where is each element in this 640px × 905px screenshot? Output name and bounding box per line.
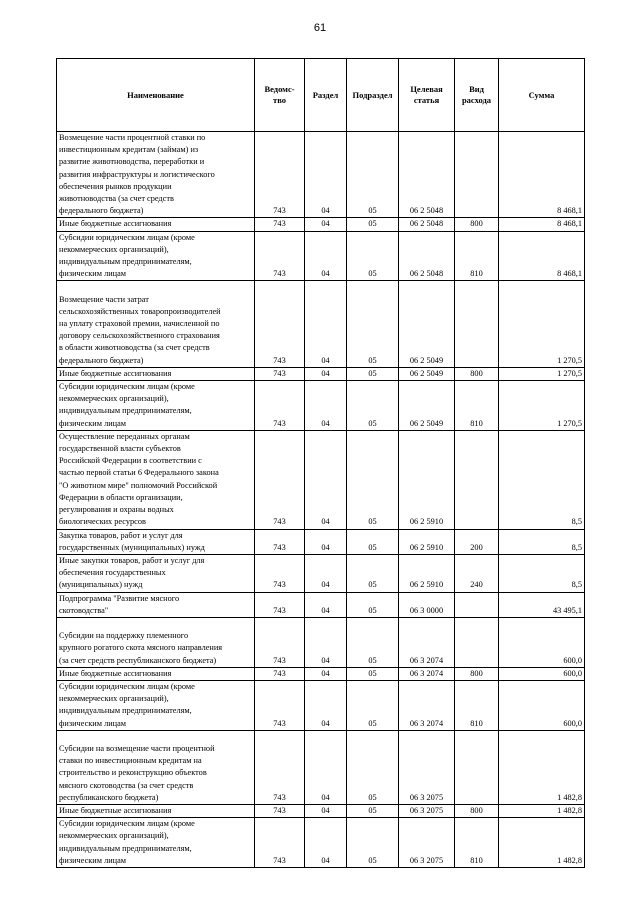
- cell-target: 06 2 5910: [399, 554, 455, 592]
- table-row: [57, 818, 585, 868]
- cell-subsection: 05: [347, 667, 399, 680]
- table-row: [57, 218, 585, 231]
- cell-sum: 600,0: [499, 680, 585, 730]
- cell-subsection: 05: [347, 680, 399, 730]
- table-row: [57, 730, 585, 804]
- table-row: [57, 667, 585, 680]
- cell-target: 06 2 5048: [399, 231, 455, 281]
- table-body: [57, 132, 585, 868]
- cell-sum: 8 468,1: [499, 132, 585, 218]
- cell-dept: 743: [255, 218, 305, 231]
- cell-sum: 600,0: [499, 617, 585, 667]
- cell-sum: 1 482,8: [499, 804, 585, 817]
- cell-sum: 1 482,8: [499, 730, 585, 804]
- cell-sum: 1 270,5: [499, 367, 585, 380]
- cell-dept: 743: [255, 231, 305, 281]
- cell-dept: 743: [255, 381, 305, 431]
- table-header-row: [57, 59, 585, 132]
- cell-section: 04: [305, 592, 347, 617]
- table-row: [57, 529, 585, 554]
- cell-type: 800: [455, 804, 499, 817]
- cell-dept: 743: [255, 667, 305, 680]
- cell-dept: 743: [255, 529, 305, 554]
- cell-subsection: 05: [347, 132, 399, 218]
- cell-dept: 743: [255, 367, 305, 380]
- cell-dept: 743: [255, 132, 305, 218]
- cell-name: Иные бюджетные ассигнования: [57, 667, 255, 680]
- cell-sum: 8,5: [499, 430, 585, 529]
- cell-type: 800: [455, 218, 499, 231]
- cell-section: 04: [305, 529, 347, 554]
- cell-target: 06 2 5049: [399, 381, 455, 431]
- cell-subsection: 05: [347, 367, 399, 380]
- table-row: [57, 554, 585, 592]
- cell-name: Иные бюджетные ассигнования: [57, 804, 255, 817]
- cell-target: 06 2 5910: [399, 430, 455, 529]
- cell-target: 06 2 5910: [399, 529, 455, 554]
- cell-section: 04: [305, 430, 347, 529]
- cell-type: 810: [455, 680, 499, 730]
- cell-name: Субсидии юридическим лицам (кроме некоммерческих организаций), индивидуальным предпринимателям, физическим лицам: [57, 818, 255, 868]
- header-target: Целевая статья: [399, 59, 455, 132]
- cell-subsection: 05: [347, 730, 399, 804]
- cell-name: Подпрограмма "Развитие мясного скотоводства": [57, 592, 255, 617]
- table-row: [57, 430, 585, 529]
- cell-section: 04: [305, 818, 347, 868]
- cell-target: 06 2 5048: [399, 132, 455, 218]
- cell-name: Иные бюджетные ассигнования: [57, 218, 255, 231]
- table-row: [57, 592, 585, 617]
- cell-dept: 743: [255, 281, 305, 367]
- cell-sum: 1 270,5: [499, 281, 585, 367]
- cell-sum: 8 468,1: [499, 218, 585, 231]
- cell-name: Возмещение части затрат сельскохозяйственных товаропроизводителей на уплату страховой премии, начисленной по договору сельскохозяйственного страхования в области животноводства (за счет средств федерального бюджета): [57, 281, 255, 367]
- cell-dept: 743: [255, 730, 305, 804]
- header-section: Раздел: [305, 59, 347, 132]
- cell-section: 04: [305, 680, 347, 730]
- cell-section: 04: [305, 667, 347, 680]
- header-dept: Ведомс- тво: [255, 59, 305, 132]
- cell-name: Возмещение части процентной ставки по инвестиционным кредитам (займам) из развитие животноводства, переработки и развития инфраструктуры и логистического обеспечения рынков продукции животноводства (за счет средств федерального бюджета): [57, 132, 255, 218]
- cell-dept: 743: [255, 617, 305, 667]
- header-subsection: Подраздел: [347, 59, 399, 132]
- cell-target: 06 3 2075: [399, 730, 455, 804]
- cell-type: [455, 617, 499, 667]
- cell-subsection: 05: [347, 218, 399, 231]
- cell-dept: 743: [255, 592, 305, 617]
- cell-name: Иные бюджетные ассигнования: [57, 367, 255, 380]
- cell-subsection: 05: [347, 381, 399, 431]
- cell-sum: 8,5: [499, 554, 585, 592]
- cell-sum: 1 270,5: [499, 381, 585, 431]
- cell-name: Субсидии юридическим лицам (кроме некоммерческих организаций), индивидуальным предпринимателям, физическим лицам: [57, 231, 255, 281]
- cell-section: 04: [305, 132, 347, 218]
- cell-subsection: 05: [347, 529, 399, 554]
- cell-name: Субсидии на возмещение части процентной ставки по инвестиционным кредитам на строительство и реконструкцию объектов мясного скотоводства (за счет средств республиканского бюджета): [57, 730, 255, 804]
- cell-dept: 743: [255, 804, 305, 817]
- cell-target: 06 3 2074: [399, 667, 455, 680]
- header-name: Наименование: [57, 59, 255, 132]
- table-row: [57, 680, 585, 730]
- cell-section: 04: [305, 381, 347, 431]
- cell-sum: 600,0: [499, 667, 585, 680]
- cell-subsection: 05: [347, 617, 399, 667]
- page-number: 61: [313, 22, 327, 34]
- cell-target: 06 2 5048: [399, 218, 455, 231]
- table-row: [57, 804, 585, 817]
- cell-name: Субсидии юридическим лицам (кроме некоммерческих организаций), индивидуальным предпринимателям, физическим лицам: [57, 680, 255, 730]
- cell-target: 06 3 0000: [399, 592, 455, 617]
- table-row: [57, 231, 585, 281]
- cell-target: 06 3 2074: [399, 617, 455, 667]
- table-row: [57, 367, 585, 380]
- cell-sum: 1 482,8: [499, 818, 585, 868]
- cell-target: 06 3 2074: [399, 680, 455, 730]
- cell-type: 800: [455, 667, 499, 680]
- cell-target: 06 3 2075: [399, 818, 455, 868]
- cell-type: [455, 281, 499, 367]
- cell-dept: 743: [255, 554, 305, 592]
- cell-section: 04: [305, 281, 347, 367]
- table-row: [57, 381, 585, 431]
- cell-section: 04: [305, 231, 347, 281]
- cell-target: 06 2 5049: [399, 367, 455, 380]
- header-sum: Сумма: [499, 59, 585, 132]
- cell-type: 200: [455, 529, 499, 554]
- table-row: [57, 132, 585, 218]
- cell-type: [455, 430, 499, 529]
- cell-subsection: 05: [347, 804, 399, 817]
- cell-type: 810: [455, 818, 499, 868]
- cell-name: Субсидии на поддержку племенного крупного рогатого скота мясного направления (за счет средств республиканского бюджета): [57, 617, 255, 667]
- cell-type: [455, 730, 499, 804]
- cell-subsection: 05: [347, 592, 399, 617]
- cell-target: 06 2 5049: [399, 281, 455, 367]
- cell-subsection: 05: [347, 281, 399, 367]
- cell-subsection: 05: [347, 231, 399, 281]
- cell-name: Иные закупки товаров, работ и услуг для обеспечения государственных (муниципальных) нужд: [57, 554, 255, 592]
- cell-type: 800: [455, 367, 499, 380]
- cell-subsection: 05: [347, 818, 399, 868]
- cell-name: Закупка товаров, работ и услуг для государственных (муниципальных) нужд: [57, 529, 255, 554]
- cell-section: 04: [305, 804, 347, 817]
- cell-section: 04: [305, 617, 347, 667]
- cell-name: Осуществление переданных органам государственной власти субъектов Российской Федерации в соответствии с частью первой статьи 6 Федерального закона "О животном мире" полномочий Российской Федерации в области организации, регулирования и охраны водных биологических ресурсов: [57, 430, 255, 529]
- cell-section: 04: [305, 730, 347, 804]
- cell-type: 240: [455, 554, 499, 592]
- cell-type: [455, 132, 499, 218]
- cell-dept: 743: [255, 818, 305, 868]
- cell-type: 810: [455, 231, 499, 281]
- table-row: [57, 281, 585, 367]
- cell-section: 04: [305, 554, 347, 592]
- cell-sum: 43 495,1: [499, 592, 585, 617]
- cell-section: 04: [305, 367, 347, 380]
- cell-subsection: 05: [347, 554, 399, 592]
- table-row: [57, 617, 585, 667]
- cell-dept: 743: [255, 680, 305, 730]
- cell-sum: 8 468,1: [499, 231, 585, 281]
- budget-table: [56, 58, 585, 868]
- cell-dept: 743: [255, 430, 305, 529]
- cell-type: 810: [455, 381, 499, 431]
- header-type: Вид расхода: [455, 59, 499, 132]
- cell-name: Субсидии юридическим лицам (кроме некоммерческих организаций), индивидуальным предпринимателям, физическим лицам: [57, 381, 255, 431]
- cell-sum: 8,5: [499, 529, 585, 554]
- cell-target: 06 3 2075: [399, 804, 455, 817]
- cell-type: [455, 592, 499, 617]
- cell-subsection: 05: [347, 430, 399, 529]
- cell-section: 04: [305, 218, 347, 231]
